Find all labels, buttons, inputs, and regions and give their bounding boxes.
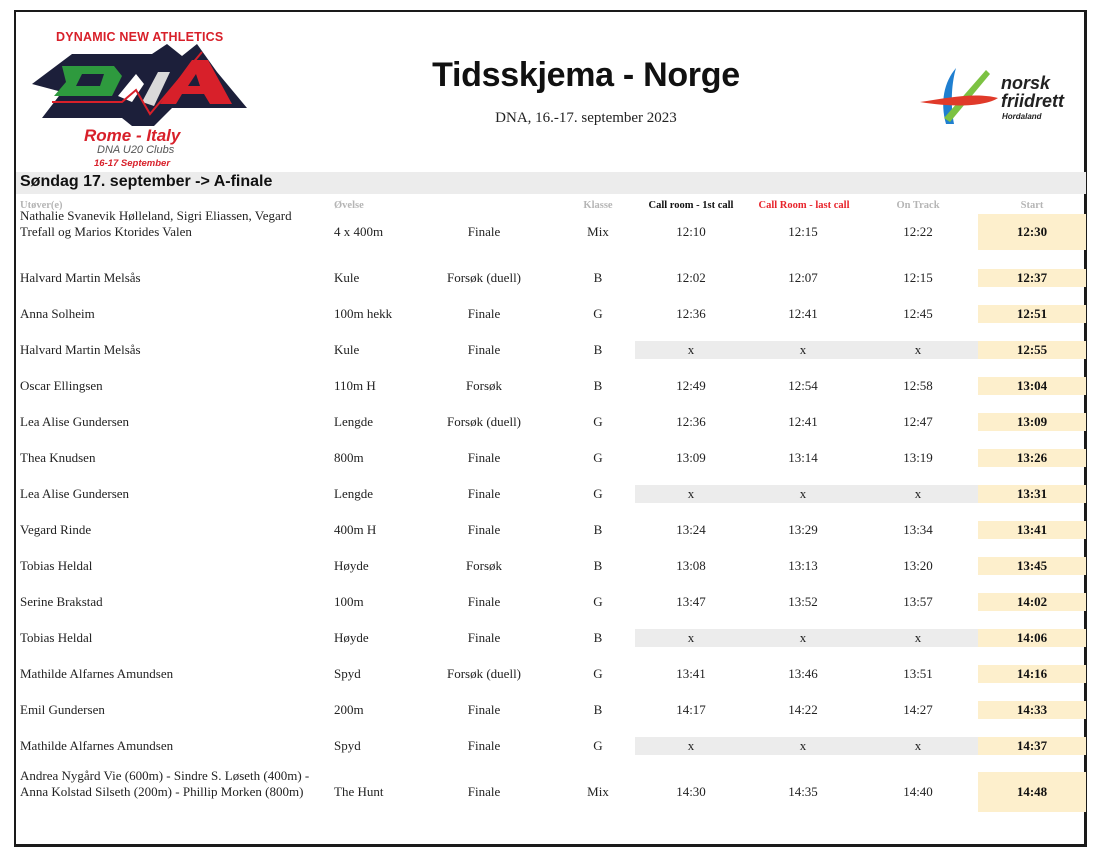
call-room-first-time: 13:47: [676, 594, 706, 609]
round-type: Forsøk (duell): [446, 666, 522, 681]
start-time: 14:37: [1016, 738, 1048, 753]
call-room-first-time: x: [687, 738, 695, 753]
call-room-first-time: 12:02: [676, 270, 706, 285]
athlete-name: Thea Knudsen: [20, 450, 96, 465]
on-track-time: 13:57: [903, 594, 933, 609]
call-room-last-time: 13:14: [788, 450, 818, 465]
on-track-time: x: [914, 486, 922, 501]
dna-logo-location: Rome - Italy: [84, 126, 181, 145]
dna-logo: [32, 26, 262, 176]
call-room-last-time: 12:41: [788, 306, 818, 321]
start-time: 14:06: [1016, 630, 1048, 645]
event-name: 100m hekk: [334, 306, 393, 321]
athlete-name: Tobias Heldal: [20, 630, 93, 645]
class-label: G: [593, 414, 603, 429]
athlete-name: Mathilde Alfarnes Amundsen: [20, 738, 174, 753]
athlete-name: Serine Brakstad: [20, 594, 103, 609]
column-header-ovelse: Øvelse: [334, 200, 364, 211]
on-track-time: x: [914, 342, 922, 357]
on-track-time: 13:51: [903, 666, 933, 681]
on-track-time: 13:20: [903, 558, 933, 573]
page-title: Tidsskjema - Norge: [432, 56, 740, 94]
on-track-time: 12:45: [903, 306, 933, 321]
on-track-time: 12:22: [903, 224, 933, 239]
class-label: Mix: [587, 224, 609, 239]
start-time: 14:48: [1016, 784, 1048, 799]
round-type: Finale: [467, 630, 501, 645]
on-track-time: 13:19: [903, 450, 933, 465]
athlete-name: Lea Alise Gundersen: [20, 414, 130, 429]
class-label: B: [593, 522, 603, 537]
call-room-first-time: 14:17: [676, 702, 706, 717]
class-label: Mix: [587, 784, 609, 799]
call-room-last-time: 13:13: [788, 558, 818, 573]
round-type: Finale: [467, 486, 501, 501]
round-type: Finale: [467, 342, 501, 357]
event-name: 200m: [334, 702, 364, 717]
round-type: Finale: [467, 594, 501, 609]
dna-logo-mark-icon: [32, 44, 247, 126]
event-name: Lengde: [334, 414, 373, 429]
start-time: 14:33: [1016, 702, 1048, 717]
call-room-first-time: 13:24: [676, 522, 706, 537]
call-room-first-time: 12:10: [676, 224, 706, 239]
call-room-first-time: 12:36: [676, 414, 706, 429]
column-header-klasse: Klasse: [583, 200, 613, 211]
call-room-first-time: 13:41: [676, 666, 706, 681]
column-header-on-track: On Track: [896, 200, 940, 211]
start-time: 13:09: [1016, 414, 1048, 429]
event-name: Lengde: [334, 486, 373, 501]
schedule-page: [14, 10, 1087, 847]
athlete-name: Vegard Rinde: [20, 522, 92, 537]
start-time: 12:55: [1016, 342, 1048, 357]
event-name: 110m H: [334, 378, 376, 393]
column-header-start: Start: [1020, 200, 1044, 211]
class-label: B: [593, 270, 603, 285]
round-type: Forsøk: [465, 558, 503, 573]
call-room-last-time: 12:15: [788, 224, 818, 239]
call-room-last-time: 14:22: [788, 702, 818, 717]
call-room-last-time: x: [799, 738, 807, 753]
round-type: Finale: [467, 522, 501, 537]
call-room-first-time: 13:08: [676, 558, 706, 573]
on-track-time: 12:58: [903, 378, 933, 393]
page-subtitle: DNA, 16.-17. september 2023: [495, 110, 677, 126]
start-time: 13:31: [1016, 486, 1048, 501]
start-time: 12:30: [1016, 224, 1048, 239]
call-room-last-time: 14:35: [788, 784, 818, 799]
call-room-first-time: 13:09: [676, 450, 706, 465]
start-time: 13:45: [1016, 558, 1048, 573]
start-time: 14:02: [1016, 594, 1048, 609]
class-label: G: [593, 450, 603, 465]
column-header-name: Utøver(e): [20, 200, 63, 211]
class-label: G: [593, 594, 603, 609]
class-label: G: [593, 306, 603, 321]
event-name: Høyde: [334, 630, 369, 645]
round-type: Finale: [467, 450, 501, 465]
call-room-last-time: 13:29: [788, 522, 818, 537]
on-track-time: x: [914, 630, 922, 645]
on-track-time: 12:15: [903, 270, 933, 285]
athlete-name: Anna Solheim: [20, 306, 95, 321]
event-name: 100m: [334, 594, 364, 609]
dna-logo-top-text: DYNAMIC NEW ATHLETICS: [56, 30, 224, 44]
call-room-first-time: x: [687, 342, 695, 357]
round-type: Finale: [467, 738, 501, 753]
round-type: Finale: [467, 784, 501, 799]
event-name: 800m: [334, 450, 364, 465]
class-label: B: [593, 558, 603, 573]
on-track-time: 13:34: [903, 522, 933, 537]
class-label: B: [593, 630, 603, 645]
athlete-name: Oscar Ellingsen: [20, 378, 103, 393]
call-room-last-time: x: [799, 342, 807, 357]
class-label: B: [593, 702, 603, 717]
call-room-last-time: 12:54: [788, 378, 818, 393]
athlete-name: Tobias Heldal: [20, 558, 93, 573]
round-type: Finale: [467, 702, 501, 717]
norsk-friidrett-logo: [916, 62, 1096, 132]
event-name: Kule: [334, 270, 360, 285]
event-name: 4 x 400m: [334, 224, 384, 239]
start-time: 13:04: [1016, 378, 1048, 393]
on-track-time: x: [914, 738, 922, 753]
norsk-friidrett-line2: friidrett: [1001, 91, 1064, 111]
on-track-time: 14:40: [903, 784, 933, 799]
call-room-first-time: x: [687, 630, 695, 645]
event-name: Spyd: [334, 738, 361, 753]
on-track-time: 14:27: [903, 702, 933, 717]
event-name: Spyd: [334, 666, 361, 681]
round-type: Finale: [467, 224, 501, 239]
call-room-first-time: 14:30: [676, 784, 706, 799]
class-label: B: [593, 342, 603, 357]
start-time: 12:37: [1016, 270, 1048, 285]
call-room-last-time: 12:41: [788, 414, 818, 429]
norsk-friidrett-swoosh-icon: [916, 62, 1001, 132]
norsk-friidrett-line3: Hordaland: [1002, 112, 1042, 121]
athlete-name: Halvard Martin Melsås: [20, 342, 141, 357]
event-name: Kule: [334, 342, 360, 357]
column-header-call-last: Call Room - last call: [758, 200, 850, 211]
athlete-name: Andrea Nygård Vie (600m) - Sindre S. Løseth (400m) - Anna Kolstad Silseth (200m) - Phillip Morken (800m): [20, 768, 310, 799]
round-type: Finale: [467, 306, 501, 321]
column-header-call-first: Call room - 1st call: [648, 200, 734, 211]
athlete-name: Halvard Martin Melsås: [20, 270, 141, 285]
round-type: Forsøk (duell): [446, 414, 522, 429]
class-label: G: [593, 666, 603, 681]
class-label: B: [593, 378, 603, 393]
norsk-friidrett-line1: norsk: [1001, 73, 1051, 93]
start-time: 12:51: [1016, 306, 1048, 321]
dna-logo-dates: 16-17 September: [94, 158, 171, 169]
class-label: G: [593, 738, 603, 753]
call-room-last-time: x: [799, 630, 807, 645]
round-type: Forsøk: [465, 378, 503, 393]
event-name: The Hunt: [334, 784, 384, 799]
start-time: 13:26: [1016, 450, 1048, 465]
call-room-first-time: 12:36: [676, 306, 706, 321]
event-name: Høyde: [334, 558, 369, 573]
event-name: 400m H: [334, 522, 377, 537]
round-type: Forsøk (duell): [446, 270, 522, 285]
call-room-first-time: 12:49: [676, 378, 706, 393]
call-room-last-time: 12:07: [788, 270, 818, 285]
athlete-name: Lea Alise Gundersen: [20, 486, 130, 501]
section-title: Søndag 17. september -> A-finale: [20, 173, 273, 190]
athlete-name: Emil Gundersen: [20, 702, 105, 717]
class-label: G: [593, 486, 603, 501]
athlete-name: Mathilde Alfarnes Amundsen: [20, 666, 174, 681]
call-room-last-time: 13:52: [788, 594, 818, 609]
athlete-name: Nathalie Svanevik Hølleland, Sigri Eliassen, Vegard Trefall og Marios Ktorides Valen: [20, 208, 292, 239]
start-time: 13:41: [1016, 522, 1048, 537]
call-room-last-time: 13:46: [788, 666, 818, 681]
on-track-time: 12:47: [903, 414, 933, 429]
dna-logo-event: DNA U20 Clubs: [97, 144, 175, 156]
call-room-first-time: x: [687, 486, 695, 501]
start-time: 14:16: [1016, 666, 1048, 681]
call-room-last-time: x: [799, 486, 807, 501]
